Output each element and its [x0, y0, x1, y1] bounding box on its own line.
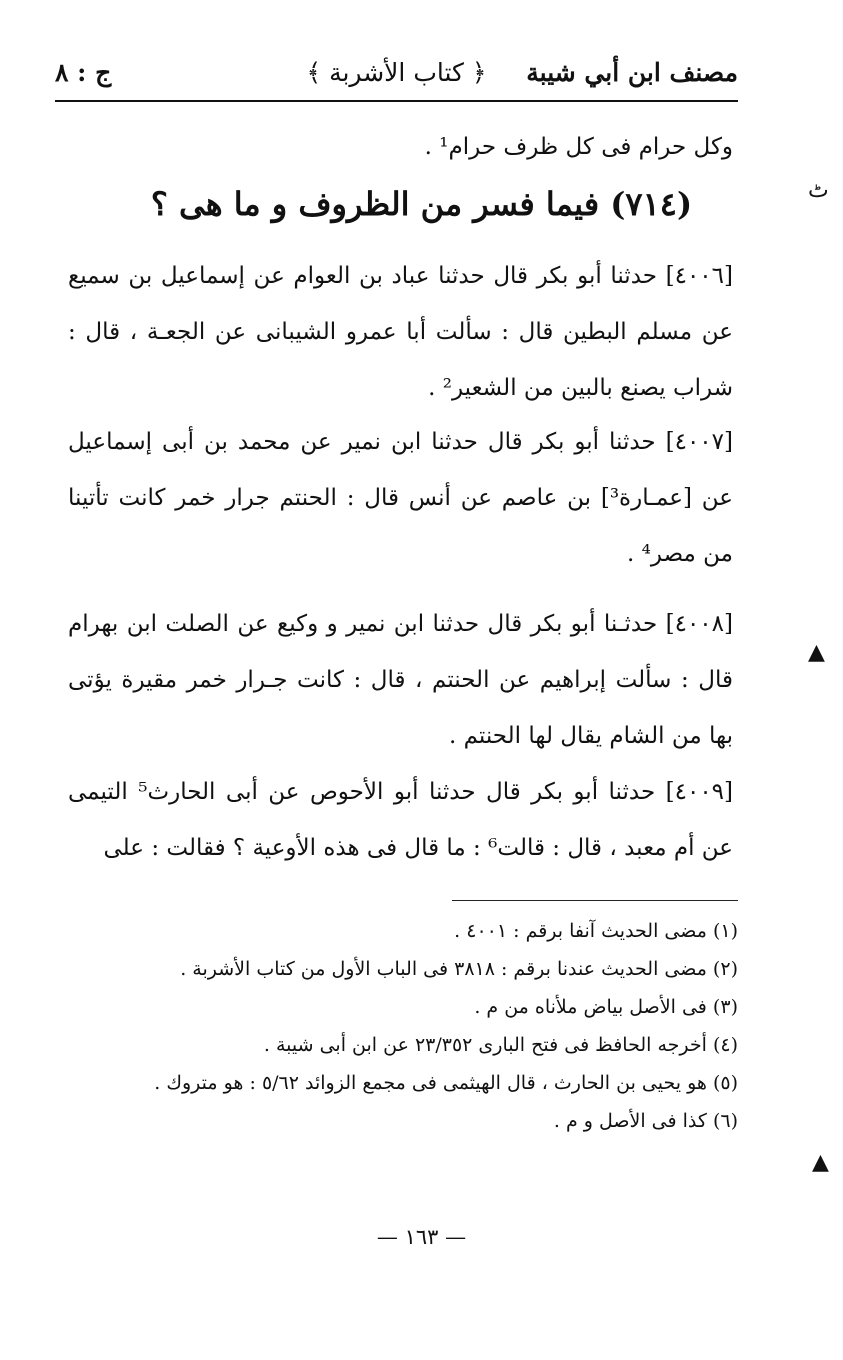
footnote-1: (١) مضى الحديث آنفا برقم : ٤٠٠١ .	[454, 920, 738, 942]
section-title: (٧١٤) فيما فسر من الظروف و ما هى ؟	[150, 185, 693, 223]
hadith-4006: [٤٠٠٦] حدثنا أبو بكر قال حدثنا عباد بن العوام عن إسماعيل بن سميع عن مسلم البطين قال : سألت أبا عمرو الشيبانى عن الجعـة ، قال : شراب يصنع بالبين من الشعير² .	[68, 263, 733, 401]
page-header	[55, 58, 738, 98]
intro-line: وكل حرام فى كل ظرف حرام¹ .	[424, 134, 733, 160]
footnote-4: (٤) أخرجه الحافظ فى فتح البارى ٢٣/٣٥٢ عن ابن أبى شيبة .	[263, 1034, 738, 1056]
footnote-2: (٢) مضى الحديث عندنا برقم : ٣٨١٨ فى الباب الأول من كتاب الأشربة .	[180, 958, 738, 980]
margin-mark-bottom: ▲	[812, 1150, 829, 1175]
hadith-4008: [٤٠٠٨] حدثـنا أبو بكر قال حدثنا ابن نمير و وكيع عن الصلت ابن بهرام قال : سألت إبراهيم عن الحنتم ، قال : كانت جـرار خمر مقيرة يؤتى بها من الشام يقال لها الحنتم .	[68, 611, 733, 749]
header-rule	[55, 100, 738, 102]
volume-number: ج : ٨	[55, 58, 112, 87]
running-book-title: مصنف ابن أبي شيبة	[526, 58, 738, 87]
page-number: — ١٦٣ —	[376, 1225, 467, 1249]
margin-mark-top: ٹ	[808, 178, 829, 203]
footnotes	[60, 912, 738, 1140]
footnote-rule	[452, 900, 738, 901]
margin-mark-middle: ▲	[808, 640, 825, 665]
footnote-3: (٣) فى الأصل بياض ملأناه من م .	[474, 996, 738, 1018]
hadith-4007: [٤٠٠٧] حدثنا أبو بكر قال حدثنا ابن نمير عن محمد بن أبى إسماعيل عن [عمـارة³] بن عاصم عن أنس قال : الحنتم جرار خمر كانت تأتينا من مصر⁴ .	[68, 429, 733, 567]
footnote-6: (٦) كذا فى الأصل و م .	[553, 1110, 738, 1132]
hadith-4009: [٤٠٠٩] حدثنا أبو بكر قال حدثنا أبو الأحوص عن أبى الحارث⁵ التيمى عن أم معبد ، قال : قالت⁶ : ما قال فى هذه الأوعية ؟ فقالت : على	[68, 779, 734, 861]
footnote-5: (٥) هو يحيى بن الحارث ، قال الهيثمى فى مجمع الزوائد ٥/٦٢ : هو متروك .	[154, 1072, 738, 1094]
running-chapter-title: ﴿ كتاب الأشربة ﴾	[306, 58, 487, 87]
